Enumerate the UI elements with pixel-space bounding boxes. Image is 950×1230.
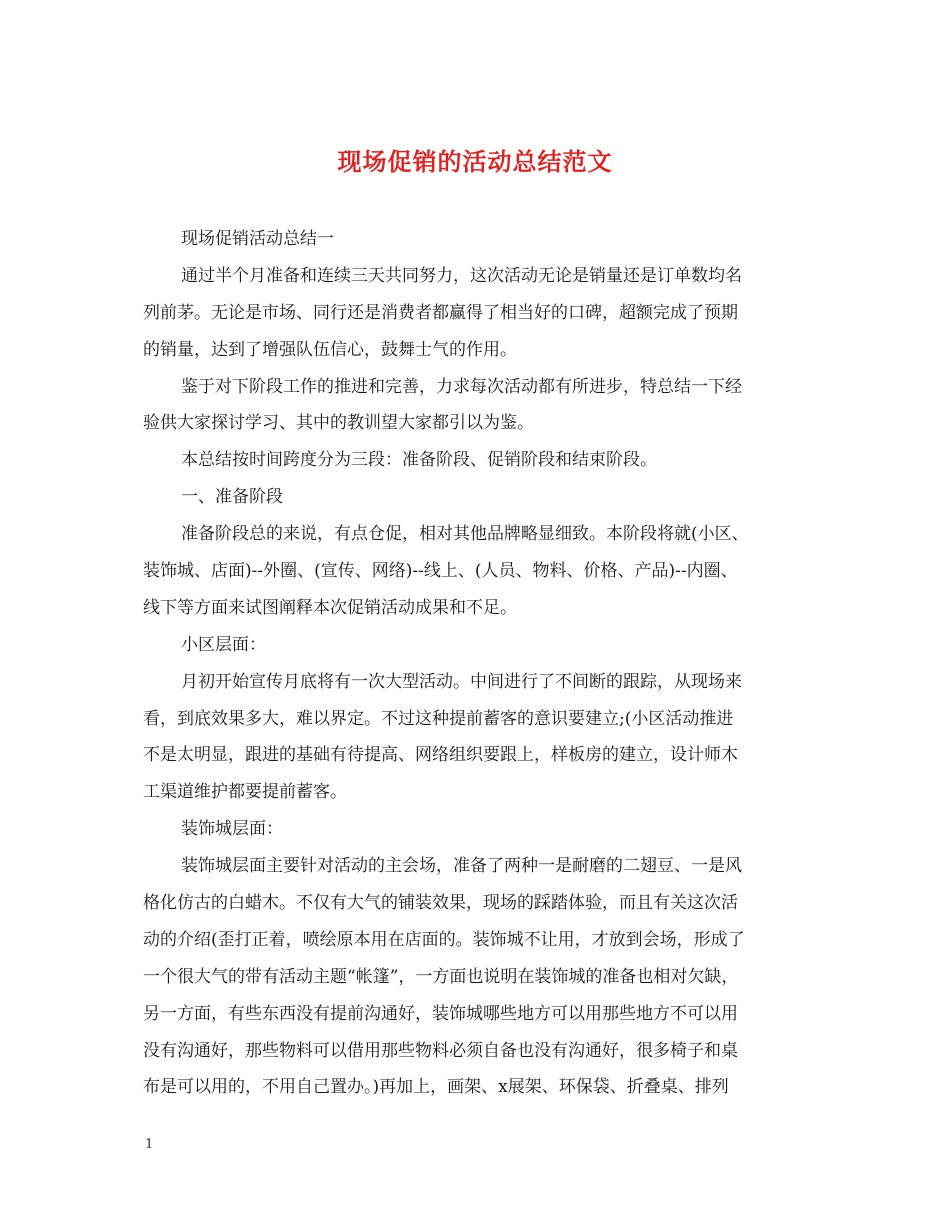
paragraph-line: 鉴于对下阶段工作的推进和完善，力求每次活动都有所进步，特总结一下经	[181, 376, 742, 397]
paragraph-line: 看，到底效果多大，难以界定。不过这种提前蓄客的意识要建立;(小区活动推进	[143, 708, 734, 729]
paragraph-line: 另一方面，有些东西没有提前沟通好，装饰城哪些地方可以用那些地方不可以用	[143, 1003, 738, 1024]
paragraph-line: 的销量，达到了增强队伍信心，鼓舞士气的作用。	[143, 339, 517, 360]
paragraph-line: 准备阶段总的来说，有点仓促，相对其他品牌略显细致。本阶段将就(小区、	[181, 524, 749, 545]
section-heading: 现场促销活动总结一	[181, 229, 334, 249]
paragraph-line: 月初开始宣传月底将有一次大型活动。中间进行了不间断的跟踪，从现场来	[181, 671, 742, 692]
paragraph-line: 通过半个月准备和连续三天共同努力，这次活动无论是销量还是订单数均名	[181, 265, 742, 286]
page-number: 1	[145, 1137, 154, 1152]
section-heading: 小区层面：	[181, 634, 266, 655]
paragraph-line: 动的介绍(歪打正着，喷绘原本用在店面的。装饰城不让用，才放到会场，形成了	[143, 929, 745, 950]
paragraph-line: 不是太明显，跟进的基础有待提高、网络组织要跟上，样板房的建立，设计师木	[143, 745, 738, 766]
paragraph-line: 格化仿古的白蜡木。不仅有大气的铺装效果，现场的踩踏体验，而且有关这次活	[143, 893, 738, 914]
paragraph-line: 装饰城、店面)--外圈、(宣传、网络)--线上、(人员、物料、价格、产品)--内圈、	[143, 561, 738, 582]
paragraph-line: 装饰城层面主要针对活动的主会场，准备了两种一是耐磨的二翅豆、一是风	[181, 856, 742, 877]
paragraph-line: 验供大家探讨学习、其中的教训望大家都引以为鉴。	[143, 413, 534, 434]
paragraph-line: 列前茅。无论是市场、同行还是消费者都赢得了相当好的口碑，超额完成了预期	[143, 302, 738, 323]
document-body	[143, 221, 823, 1106]
paragraph-line: 一个很大气的带有活动主题“帐篷”，一方面也说明在装饰城的准备也相对欠缺，	[143, 966, 739, 987]
paragraph-line: 布是可以用的，不用自己置办。)再加上，画架、x展架、环保袋、折叠桌、排列	[143, 1077, 729, 1098]
section-heading: 一、准备阶段	[181, 487, 283, 508]
document-title: 现场促销的活动总结范文	[337, 147, 613, 176]
paragraph-line: 本总结按时间跨度分为三段：准备阶段、促销阶段和结束阶段。	[181, 450, 657, 471]
paragraph-line: 工渠道维护都要提前蓄客。	[143, 782, 347, 803]
paragraph-line: 没有沟通好，那些物料可以借用那些物料必须自备也没有沟通好，很多椅子和桌	[143, 1040, 738, 1061]
section-heading: 装饰城层面：	[181, 819, 283, 840]
paragraph-line: 线下等方面来试图阐释本次促销活动成果和不足。	[143, 597, 517, 618]
